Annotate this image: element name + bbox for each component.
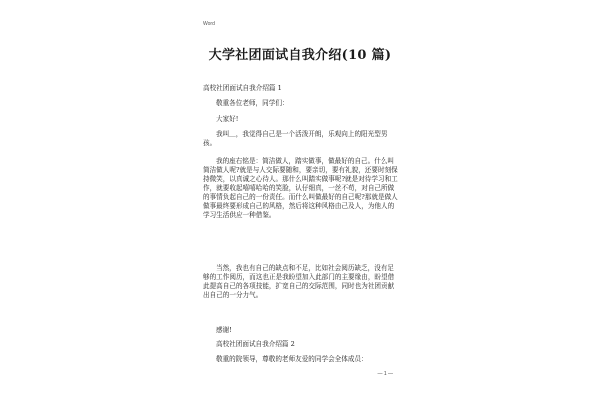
salutation: 敬重各位老师，同学们： [216,99,289,107]
paragraph-motto: 我的座右铭是：简洁做人，踏实做事，做最好的自己。什么叫简洁做人呢?就是与人交际要随和，要亲切，要有礼貌，还要时刻保持微笑，以真诚之心待人。那什么叫踏实做事呢?就是对待学习和工作，就要收起嘻嘻哈哈的笑脸，认仔细真，一丝不苟，对自己所做的事情负起自己的一份责任。而什么叫做最好的自己呢?那就是做人做事最终要形成自己的风格，然后将这种风格由己及人，为他人的学习生活供应一种借鉴。 [203,157,398,219]
paragraph-shortcomings: 当然，我也有自己的缺点和不足，比如社会阅历缺乏，没有足够的工作阅历，而这也正是我盼望加入此部门的主要缘由，盼望借此提高自己的各项技能，扩宽自己的交际范围，同时也为社团贡献出自己的一分力气。 [203,264,395,299]
section-heading: 高校社团面试自我介绍篇 1 [203,84,282,92]
paragraph-intro: 我叫＿，我觉得自己是一个活泼开朗，乐观向上的阳光型男孩。 [203,130,388,147]
salutation: 敬重的院领导，尊敬的老师友爱的同学会全体成员： [216,355,368,363]
thanks: 感谢! [216,326,232,334]
page-title: 大学社团面试自我介绍(10 篇) [208,48,392,63]
app-label: Word [203,21,215,27]
section-heading: 高校社团面试自我介绍篇 2 [216,340,295,348]
greeting: 大家好! [216,115,239,123]
page-number: — 1 — [377,371,393,377]
